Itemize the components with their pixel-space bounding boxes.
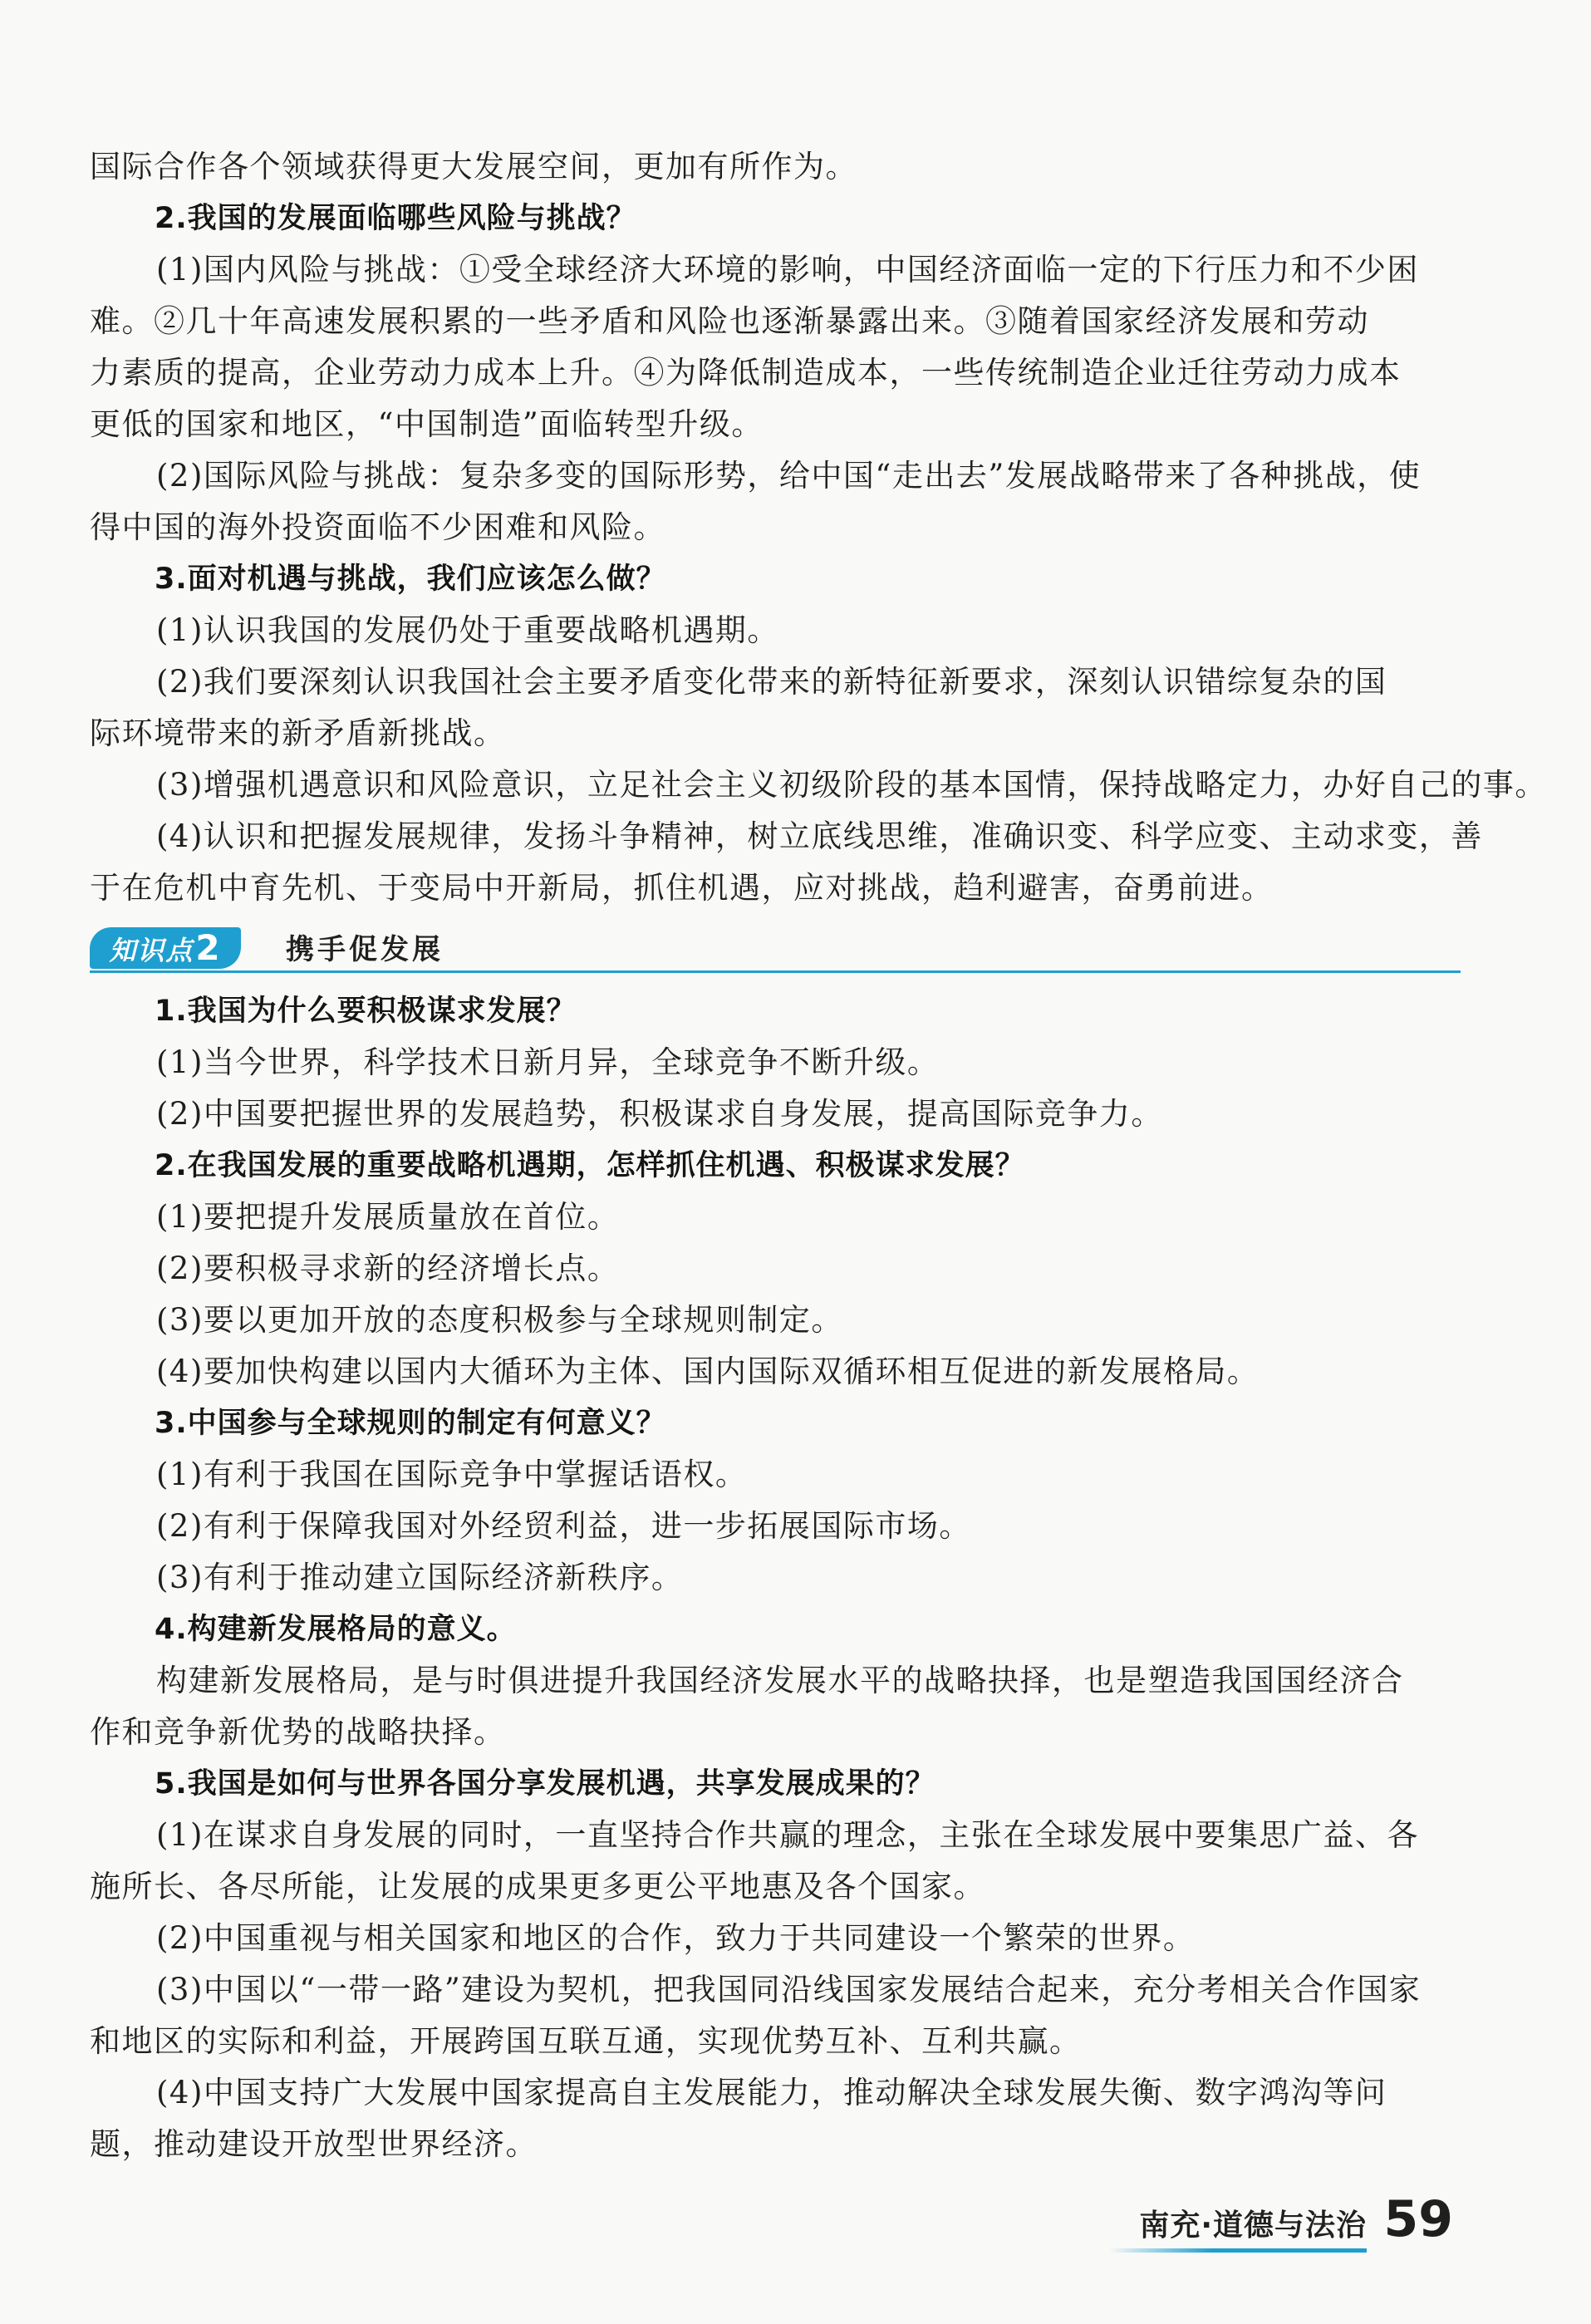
question-heading: 4.构建新发展格局的意义。 bbox=[155, 1613, 517, 1646]
paragraph-line: (1)当今世界，科学技术日新月异，全球竞争不断升级。 bbox=[156, 1044, 940, 1080]
question-heading: 3.面对机遇与挑战，我们应该怎么做？ bbox=[155, 563, 666, 596]
knowledge-point-2 bbox=[90, 985, 1452, 2170]
paragraph-line: (4)认识和把握发展规律，发扬斗争精神，树立底线思维，准确识变、科学应变、主动求变，善 bbox=[156, 818, 1483, 854]
paragraph-line: 构建新发展格局，是与时俱进提升我国经济发展水平的战略抉择，也是塑造我国国经济合 bbox=[156, 1663, 1404, 1698]
paragraph-line: (2)有利于保障我国对外经贸利益，进一步拓展国际市场。 bbox=[156, 1508, 971, 1544]
paragraph-line: 于在危机中育先机、于变局中开新局，抓住机遇，应对挑战，趋利避害，奋勇前进。 bbox=[90, 870, 1274, 906]
paragraph-line: 和地区的实际和利益，开展跨国互联互通，实现优势互补、互利共赢。 bbox=[90, 2023, 1082, 2059]
question-heading: 2.在我国发展的重要战略机遇期，怎样抓住机遇、积极谋求发展？ bbox=[155, 1149, 1025, 1182]
paragraph-line: (3)增强机遇意识和风险意识，立足社会主义初级阶段的基本国情，保持战略定力，办好自己的事。 bbox=[156, 767, 1547, 803]
paragraph-line: 力素质的提高，企业劳动力成本上升。④为降低制造成本，一些传统制造企业迁往劳动力成本 bbox=[90, 355, 1402, 391]
paragraph-line: 作和竞争新优势的战略抉择。 bbox=[90, 1714, 506, 1750]
paragraph-line: 题，推动建设开放型世界经济。 bbox=[90, 2126, 538, 2162]
knowledge-point-number: 2 bbox=[195, 927, 222, 968]
knowledge-point-1-continued bbox=[90, 141, 1547, 914]
paragraph-line: 国际合作各个领域获得更大发展空间，更加有所作为。 bbox=[90, 149, 857, 184]
knowledge-point-badge bbox=[90, 927, 241, 969]
paragraph-line: (4)要加快构建以国内大循环为主体、国内国际双循环相互促进的新发展格局。 bbox=[156, 1354, 1260, 1389]
knowledge-point-title: 携手促发展 bbox=[286, 933, 444, 966]
paragraph-line: (2)中国重视与相关国家和地区的合作，致力于共同建设一个繁荣的世界。 bbox=[156, 1920, 1196, 1956]
page-number: 59 bbox=[1383, 2190, 1453, 2248]
question-heading: 5.我国是如何与世界各国分享发展机遇，共享发展成果的？ bbox=[155, 1767, 935, 1801]
paragraph-line: 难。②几十年高速发展积累的一些矛盾和风险也逐渐暴露出来。③随着国家经济发展和劳动 bbox=[90, 303, 1369, 339]
knowledge-point-header bbox=[90, 921, 1452, 980]
paragraph-line: 得中国的海外投资面临不少困难和风险。 bbox=[90, 509, 665, 545]
paragraph-line: (3)有利于推动建立国际经济新秩序。 bbox=[156, 1560, 684, 1595]
paragraph-line: (2)中国要把握世界的发展趋势，积极谋求自身发展，提高国际竞争力。 bbox=[156, 1096, 1163, 1132]
paragraph-line: (4)中国支持广大发展中国家提高自主发展能力，推动解决全球发展失衡、数字鸿沟等问 bbox=[156, 2075, 1387, 2110]
paragraph-line: (1)在谋求自身发展的同时，一直坚持合作共赢的理念，主张在全球发展中要集思广益、各 bbox=[156, 1817, 1419, 1853]
paragraph-line: (2)国际风险与挑战：复杂多变的国际形势，给中国“走出去”发展战略带来了各种挑战，使 bbox=[156, 458, 1422, 494]
page-content bbox=[90, 141, 1547, 2170]
question-heading: 1.我国为什么要积极谋求发展？ bbox=[155, 995, 577, 1028]
paragraph-line: (1)有利于我国在国际竞争中掌握话语权。 bbox=[156, 1457, 748, 1492]
section-divider bbox=[90, 970, 1461, 973]
footer-book-title: 南充·道德与法治 bbox=[1139, 2209, 1367, 2243]
paragraph-line: (2)要积极寻求新的经济增长点。 bbox=[156, 1250, 620, 1286]
question-heading: 3.中国参与全球规则的制定有何意义？ bbox=[155, 1407, 666, 1440]
paragraph-line: 施所长、各尽所能，让发展的成果更多更公平地惠及各个国家。 bbox=[90, 1869, 985, 1904]
paragraph-line: (1)国内风险与挑战：①受全球经济大环境的影响，中国经济面临一定的下行压力和不少困 bbox=[156, 252, 1419, 287]
paragraph-line: (2)我们要深刻认识我国社会主要矛盾变化带来的新特征新要求，深刻认识错综复杂的国 bbox=[156, 664, 1387, 700]
paragraph-line: (3)要以更加开放的态度积极参与全球规则制定。 bbox=[156, 1302, 843, 1338]
question-heading: 2.我国的发展面临哪些风险与挑战？ bbox=[155, 202, 636, 235]
footer-underline bbox=[1109, 2248, 1367, 2253]
knowledge-point-badge-label: 知识点 bbox=[109, 935, 194, 966]
paragraph-line: (1)要把提升发展质量放在首位。 bbox=[156, 1199, 620, 1235]
paragraph-line: 际环境带来的新矛盾新挑战。 bbox=[90, 715, 506, 751]
paragraph-line: 更低的国家和地区，“中国制造”面临转型升级。 bbox=[90, 406, 764, 442]
paragraph-line: (1)认识我国的发展仍处于重要战略机遇期。 bbox=[156, 612, 779, 648]
paragraph-line: (3)中国以“一带一路”建设为契机，把我国同沿线国家发展结合起来，充分考相关合作国家 bbox=[156, 1972, 1422, 2007]
